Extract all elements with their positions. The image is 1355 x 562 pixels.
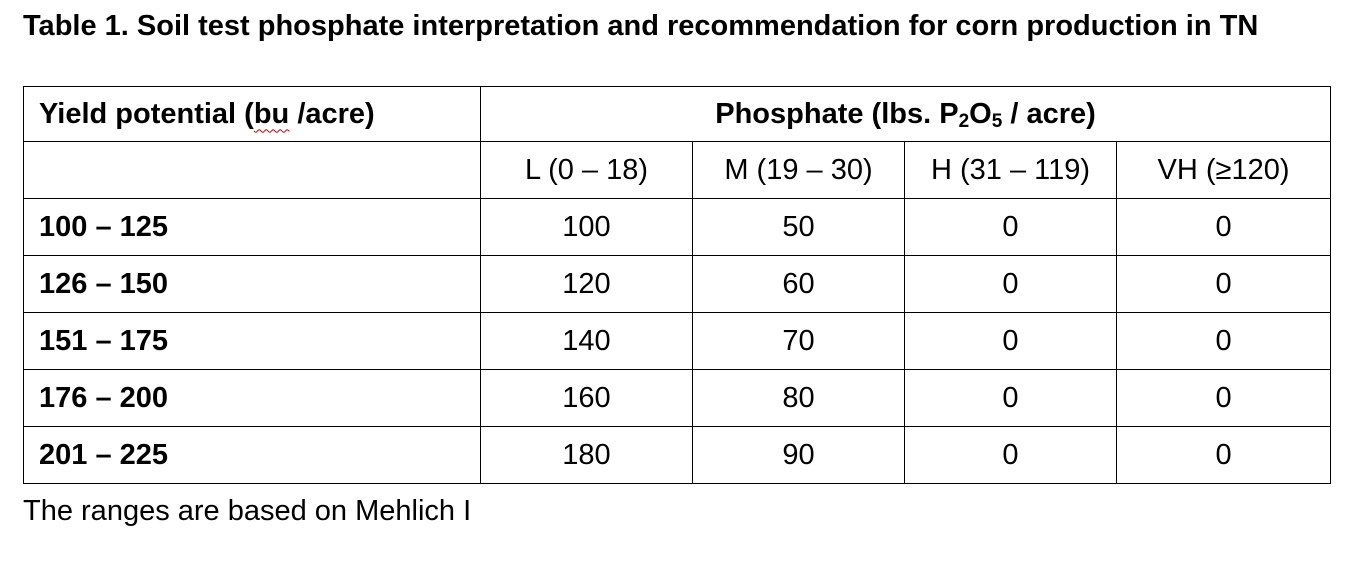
- table-footnote: The ranges are based on Mehlich I: [23, 495, 472, 527]
- table-row: [24, 370, 1331, 427]
- yield-range-cell: 201 – 225: [24, 427, 481, 484]
- value-cell: 140: [481, 313, 693, 370]
- value-cell: 0: [1117, 427, 1331, 484]
- value-cell: 0: [1117, 313, 1331, 370]
- value-cell: 100: [481, 199, 693, 256]
- value-cell: 60: [693, 256, 905, 313]
- value-cell: 0: [905, 313, 1117, 370]
- value-cell: 0: [1117, 370, 1331, 427]
- level-header-high: H (31 – 119): [905, 142, 1117, 199]
- table-title: Table 1. Soil test phosphate interpretation and recommendation for corn production in TN: [23, 10, 1259, 42]
- level-header-low: L (0 – 18): [481, 142, 693, 199]
- empty-header-cell: [24, 142, 481, 199]
- yield-range-cell: 151 – 175: [24, 313, 481, 370]
- phosphate-table: [23, 86, 1331, 484]
- level-header-medium: M (19 – 30): [693, 142, 905, 199]
- value-cell: 0: [1117, 256, 1331, 313]
- value-cell: 0: [905, 370, 1117, 427]
- value-cell: 0: [905, 199, 1117, 256]
- header-row: [24, 87, 1331, 142]
- subheader-row: [24, 142, 1331, 199]
- value-cell: 120: [481, 256, 693, 313]
- table-row: [24, 199, 1331, 256]
- value-cell: 0: [905, 256, 1117, 313]
- table-row: [24, 427, 1331, 484]
- value-cell: 80: [693, 370, 905, 427]
- value-cell: 70: [693, 313, 905, 370]
- yield-range-cell: 126 – 150: [24, 256, 481, 313]
- yield-potential-header: Yield potential (bu /acre): [24, 87, 481, 142]
- value-cell: 180: [481, 427, 693, 484]
- table-row: [24, 256, 1331, 313]
- yield-range-cell: 100 – 125: [24, 199, 481, 256]
- yield-range-cell: 176 – 200: [24, 370, 481, 427]
- value-cell: 0: [905, 427, 1117, 484]
- value-cell: 0: [1117, 199, 1331, 256]
- value-cell: 160: [481, 370, 693, 427]
- spellcheck-word: bu: [253, 97, 290, 130]
- level-header-very-high: VH (≥120): [1117, 142, 1331, 199]
- value-cell: 50: [693, 199, 905, 256]
- table-row: [24, 313, 1331, 370]
- phosphate-header: Phosphate (lbs. $P_2O_5$ / acre): [481, 87, 1331, 142]
- value-cell: 90: [693, 427, 905, 484]
